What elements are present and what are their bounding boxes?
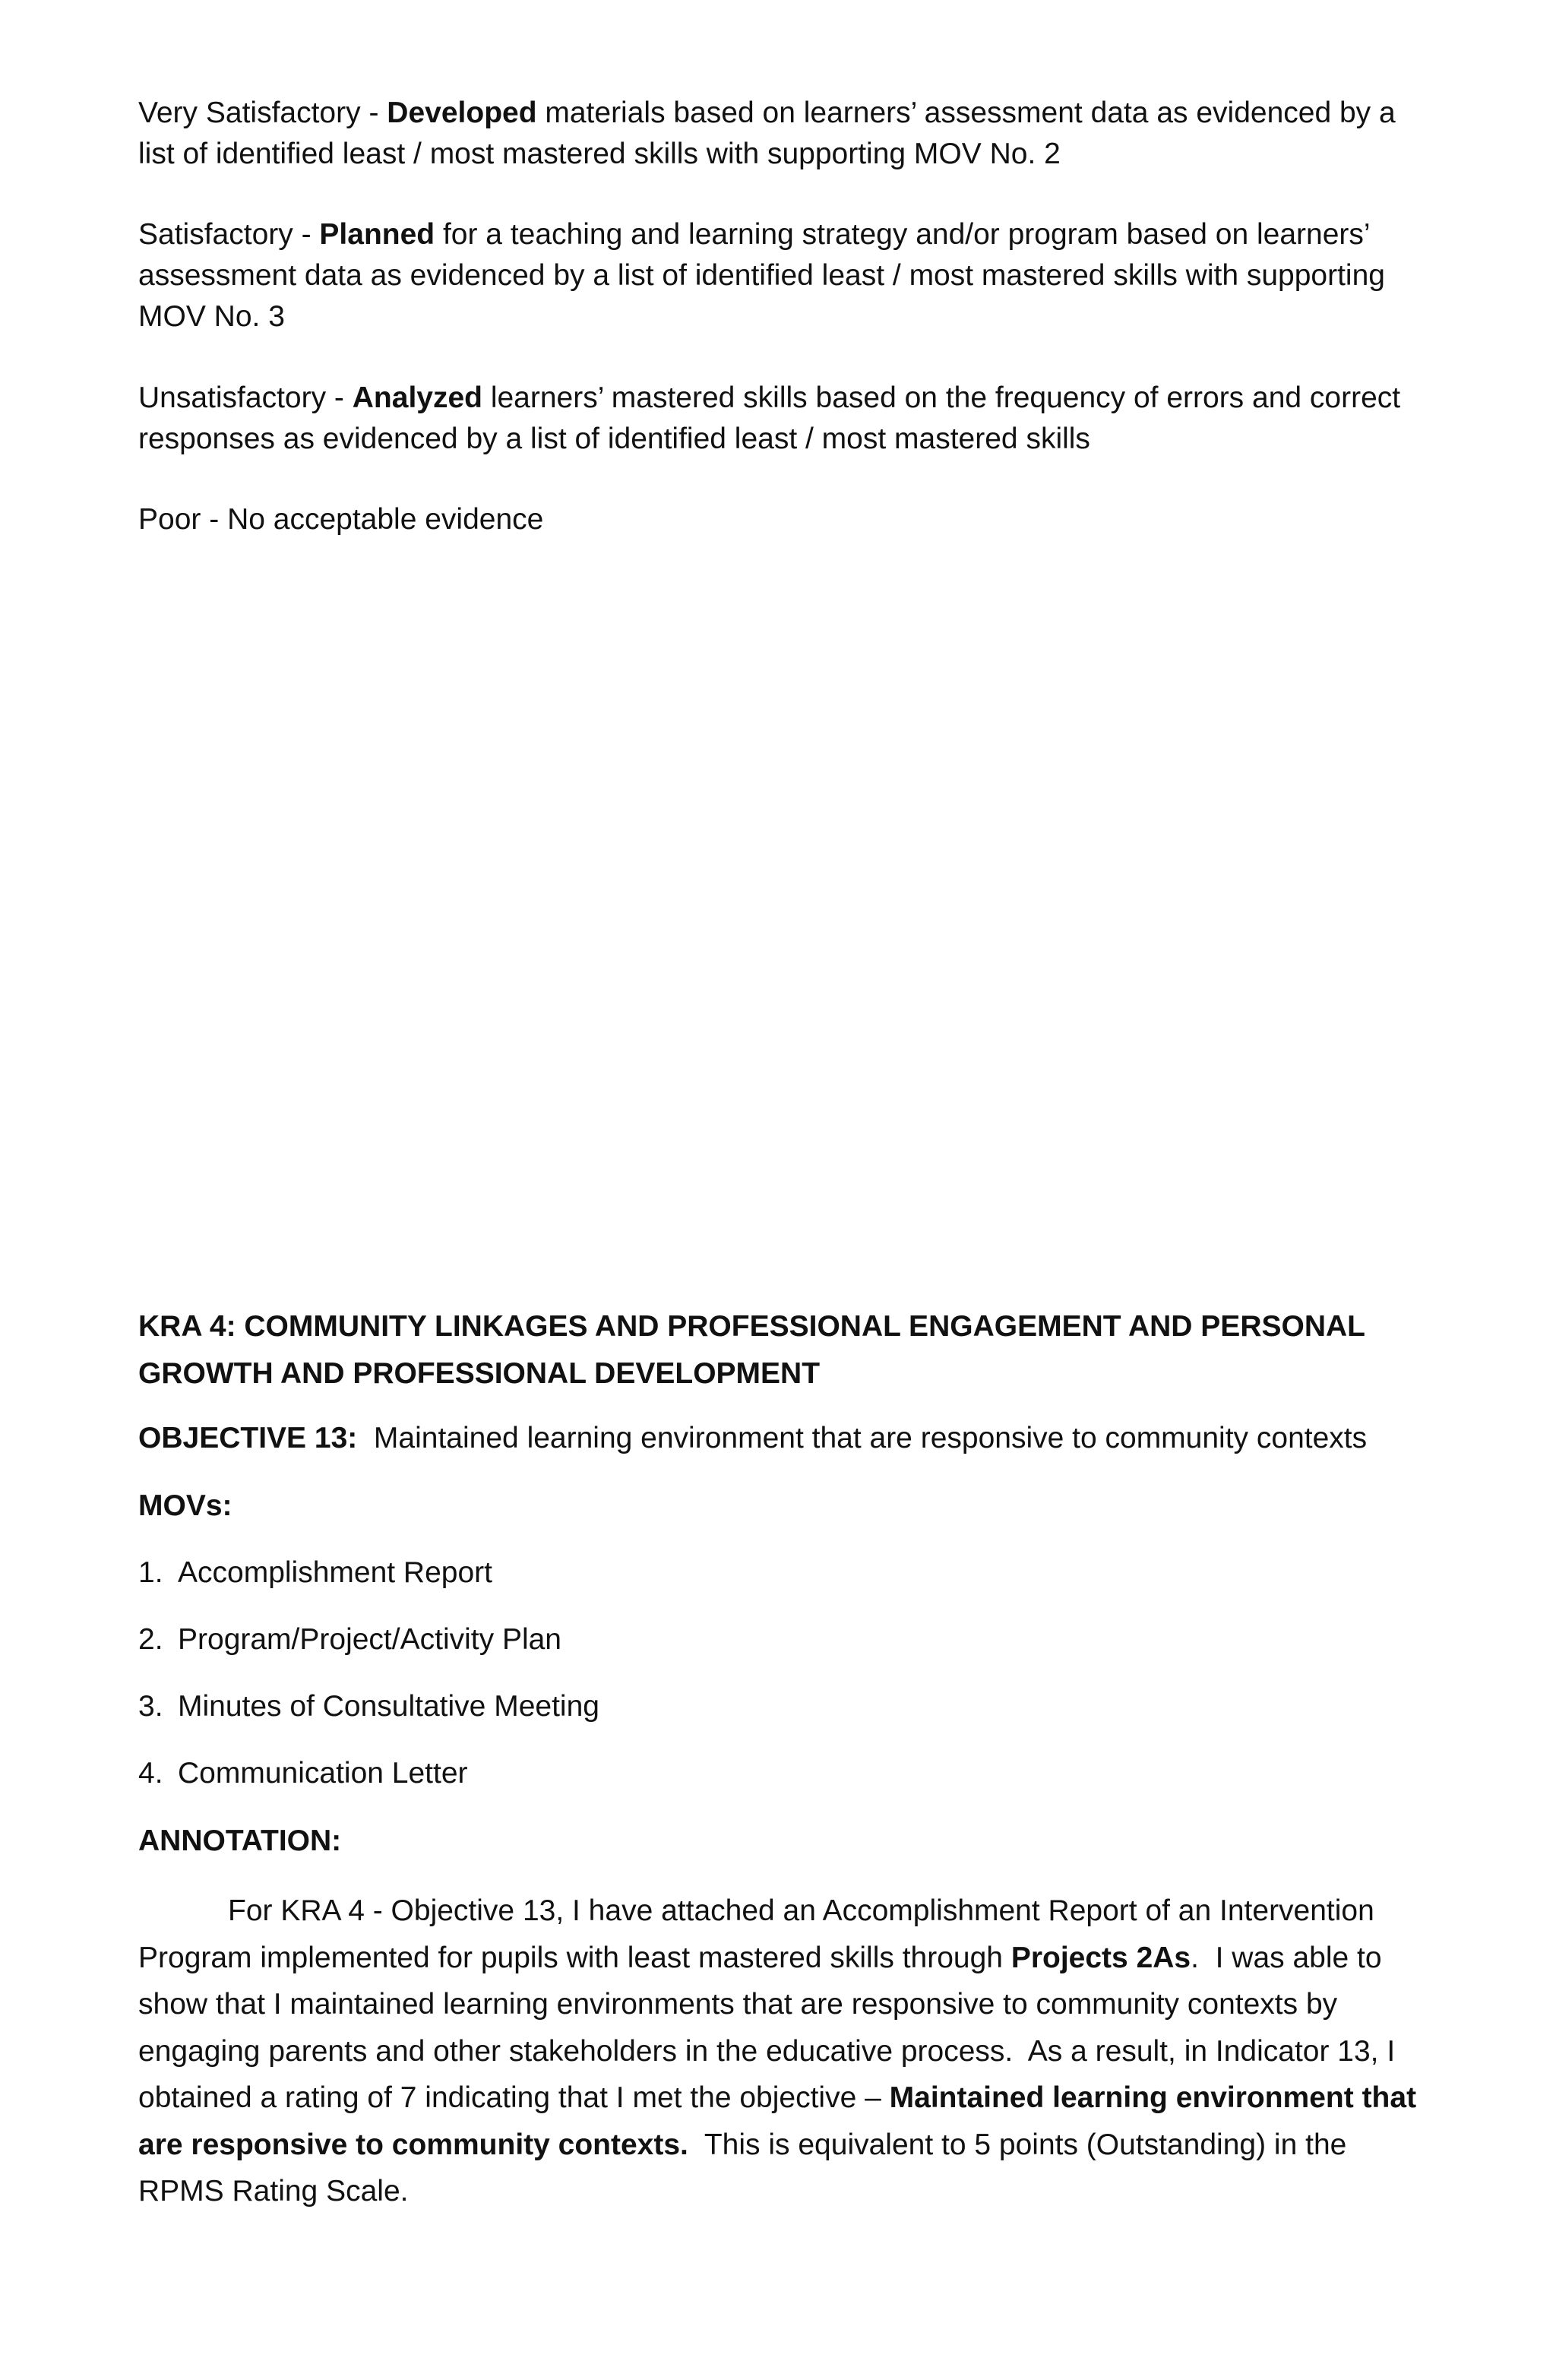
list-item-number: 4. — [138, 1757, 163, 1790]
rating-label: Unsatisfactory — [138, 381, 327, 414]
rating-description: materials based on learners’ assessment data as evidenced by a list of identified least / most mastered skills with supporting MOV No. 2 — [138, 97, 1396, 170]
rating-satisfactory — [138, 214, 1430, 337]
rating-verb: Planned — [319, 218, 435, 251]
rating-label: Satisfactory — [138, 218, 293, 251]
list-item — [138, 1619, 599, 1686]
rating-separator: - — [201, 503, 228, 536]
list-item-number: 3. — [138, 1690, 163, 1723]
list-item — [138, 1753, 599, 1820]
list-item-text: Minutes of Consultative Meeting — [178, 1690, 599, 1723]
movs-list — [138, 1552, 599, 1820]
rating-verb: Analyzed — [352, 381, 482, 414]
rating-label: Very Satisfactory — [138, 97, 361, 129]
objective-text: Maintained learning environment that are responsive to community contexts — [357, 1422, 1368, 1454]
rating-separator: - — [293, 218, 320, 251]
rating-label: Poor — [138, 503, 201, 536]
annotation-text-2: . I was able to show that I maintained learning environments that are responsive to community contexts by engaging parents and other stakeholders in the educative process. As a result, in Indicator 13, I obtained a rating of 7 indicating that I met the objective – — [138, 1941, 1404, 2114]
objective-label: OBJECTIVE 13: — [138, 1422, 358, 1454]
rating-description: No acceptable evidence — [227, 503, 544, 536]
rating-poor — [138, 499, 1430, 540]
list-item-text: Accomplishment Report — [178, 1556, 492, 1589]
rating-description: learners’ mastered skills based on the frequency of errors and correct responses as evidenced by a list of identified least / most mastered skills — [138, 381, 1401, 455]
objective-line — [138, 1418, 1475, 1459]
rating-separator: - — [326, 381, 353, 414]
rating-description: for a teaching and learning strategy and/or program based on learners’ assessment data as evidenced by a list of identified least / most mastered skills with supporting MOV No. 3 — [138, 218, 1385, 333]
kra-heading-line2: GROWTH AND PROFESSIONAL DEVELOPMENT — [138, 1357, 821, 1390]
list-item-text: Program/Project/Activity Plan — [178, 1623, 562, 1656]
rating-separator: - — [360, 97, 387, 129]
list-item-number: 2. — [138, 1623, 163, 1656]
annotation-objective-emphasis: Maintained learning environment that are responsive to community contexts. — [138, 2081, 1417, 2161]
kra-heading-line1: KRA 4: COMMUNITY LINKAGES AND PROFESSIONAL ENGAGEMENT AND PERSONAL — [138, 1310, 1365, 1343]
rating-unsatisfactory — [138, 378, 1430, 460]
annotation-paragraph — [138, 1888, 1430, 2215]
list-item — [138, 1552, 599, 1619]
annotation-text-1: For KRA 4 - Objective 13, I have attached an Accomplishment Report of an Intervention Program implemented for pupils with least mastered skills through — [138, 1894, 1374, 1974]
list-item-number: 1. — [138, 1556, 163, 1589]
movs-label: MOVs: — [138, 1489, 232, 1522]
rating-very-satisfactory — [138, 93, 1430, 175]
kra-heading — [138, 1303, 1430, 1397]
rating-verb: Developed — [387, 97, 537, 129]
annotation-text-3: This is equivalent to 5 points (Outstanding) in the RPMS Rating Scale. — [138, 2128, 1355, 2208]
annotation-project-name: Projects 2As — [1010, 1941, 1191, 1974]
annotation-label: ANNOTATION: — [138, 1825, 342, 1857]
list-item-text: Communication Letter — [178, 1757, 468, 1790]
list-item — [138, 1686, 599, 1753]
